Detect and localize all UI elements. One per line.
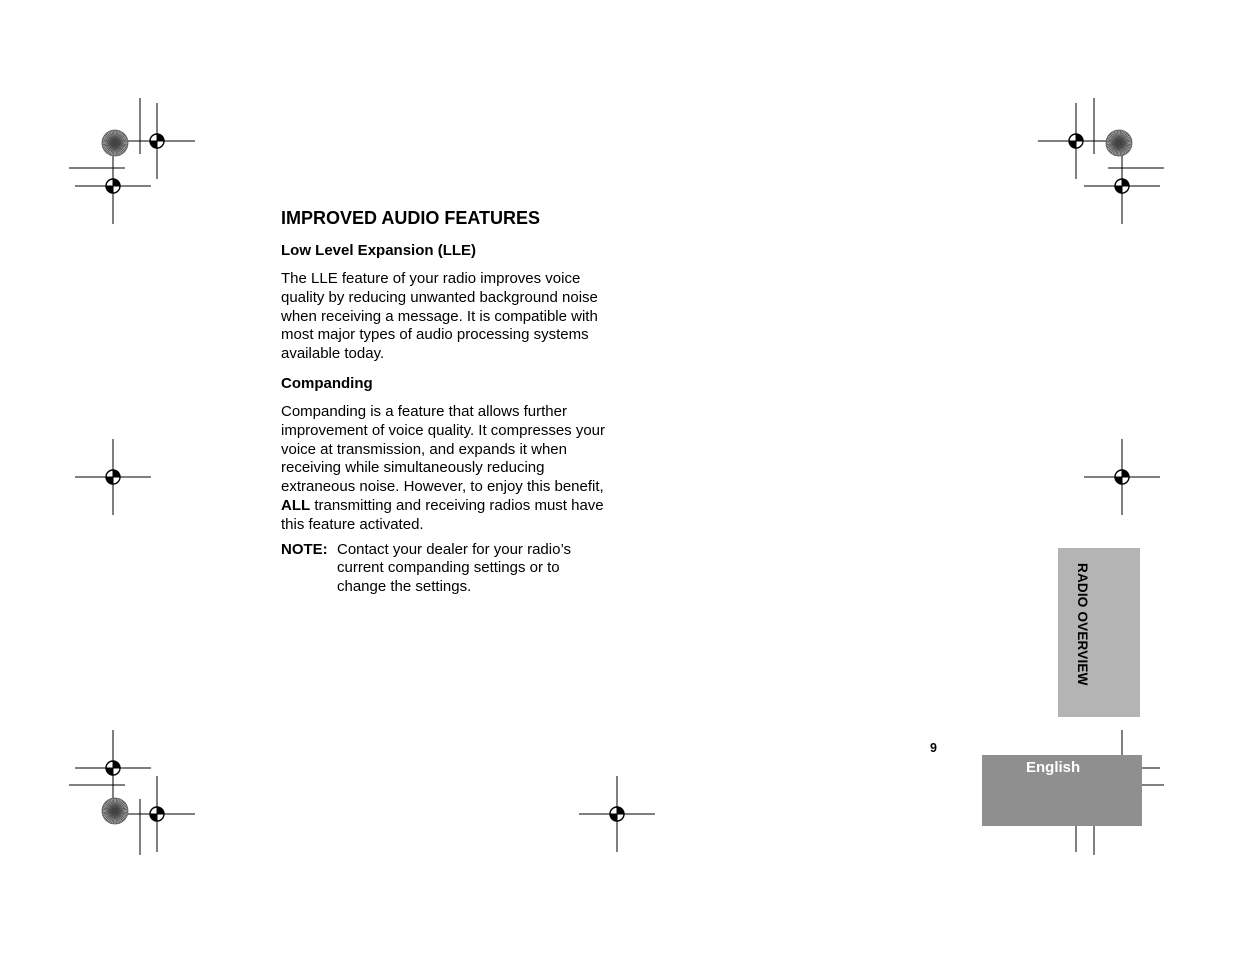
page-number: 9 <box>930 741 937 755</box>
registration-target-icon <box>75 439 151 515</box>
companding-text-start: Companding is a feature that allows further improvement of voice quality. It compresses your voice at transmission, and expands it when receiving while simultaneously reducing extraneous noise. However, to enjoy this benefit, <box>281 402 606 496</box>
companding-emphasis: ALL <box>281 496 311 514</box>
registration-target-icon <box>1084 439 1160 515</box>
note-text: Contact your dealer for your radio’s current companding settings or to change the settings. <box>337 540 572 596</box>
registration-target-icon <box>1038 103 1114 179</box>
lle-paragraph: The LLE feature of your radio improves voice quality by reducing unwanted background noise when receiving a message. It is compatible with most major types of audio processing systems available today. <box>281 270 598 363</box>
language-label: English <box>1026 759 1081 776</box>
companding-text-end: transmitting and receiving radios must have this feature activated. <box>281 496 604 533</box>
companding-heading: Companding <box>281 374 373 392</box>
starburst-mark-icon <box>102 798 128 824</box>
main-content <box>281 206 611 597</box>
companding-paragraph <box>281 403 611 535</box>
section-title: IMPROVED AUDIO FEATURES <box>281 208 541 228</box>
starburst-mark-icon <box>1106 130 1132 156</box>
registration-target-icon <box>75 730 151 806</box>
note-label: NOTE: <box>281 540 328 558</box>
lle-heading: Low Level Expansion (LLE) <box>281 242 477 259</box>
side-tab-label: RADIO OVERVIEW <box>1075 563 1090 686</box>
registration-target-icon <box>119 103 195 179</box>
registration-target-icon <box>75 148 151 224</box>
note <box>281 541 611 597</box>
starburst-mark-icon <box>102 130 128 156</box>
section-side-tab <box>1058 548 1140 717</box>
registration-target-icon <box>1084 148 1160 224</box>
registration-target-icon <box>119 776 195 852</box>
registration-target-icon <box>579 776 655 852</box>
